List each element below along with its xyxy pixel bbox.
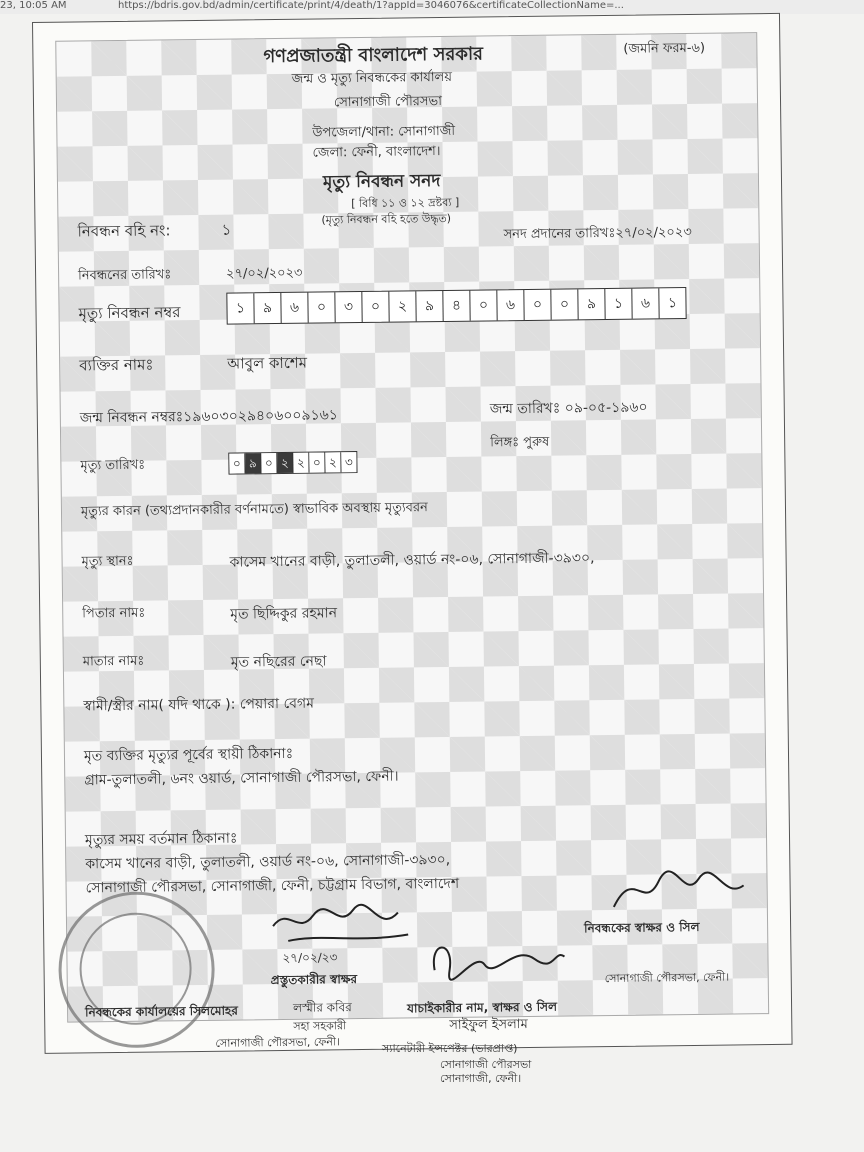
death-reg-digit: ৩ [335,292,362,322]
death-date-digit: ০ [229,453,245,473]
gender: লিঙ্গঃ পুরুষ [490,434,550,451]
mother-label: মাতার নামঃ [82,653,145,670]
death-reg-digit: ০ [362,292,389,322]
spouse-name: স্বামী/স্ত্রীর নাম( যদি থাকে ): পেয়ারা বেগম [83,695,315,715]
browser-header [0,0,864,14]
cause-of-death: মৃত্যুর কারন (তথ্যপ্রদানকারীর বর্ণনামতে) স্বাভাবিক অবস্থায় মৃত্যুবরন [80,500,428,520]
book-no-label: নিবন্ধন বহি নং: [77,221,171,241]
death-reg-digit: ৬ [632,288,659,318]
preparer-sign-label: প্রস্তুতকারীর স্বাক্ষর [270,972,358,988]
certificate-sheet [32,13,793,1054]
current-address-line2: সোনাগাজী পৌরসভা, সোনাগাজী, ফেনী, চট্টগ্রাম বিভাগ, বাংলাদেশ [85,875,460,897]
sig-date: ২৭/০২/২৩ [282,950,338,966]
death-reg-digit: ৬ [497,290,524,320]
office-name: জন্ম ও মৃত্যু নিবন্ধকের কার্যালয় [291,69,453,87]
death-reg-digit: ০ [470,290,497,320]
death-date-digit: ২ [277,453,293,473]
name-label: ব্যক্তির নামঃ [79,355,154,375]
death-reg-digit: ৬ [281,293,308,323]
death-date-boxes [228,451,357,475]
issue-date: সনদ প্রদানের তারিখঃ২৭/০২/২০২৩ [503,224,692,243]
death-date-digit: ২ [293,453,309,473]
death-date-digit: ০ [309,452,325,472]
place-of-death: কাসেম খানের বাড়ী, তুলাতলী, ওয়ার্ড নং-০৬, সোনাগাজী-৩৯৩০, [229,550,595,571]
death-reg-digit: ০ [308,292,335,322]
perm-address: গ্রাম-তুলাতলী, ৬নং ওয়ার্ড, সোনাগাজী পৌরসভা, ফেনী। [84,768,399,789]
death-date-digit: ০ [261,453,277,473]
source-note: (মৃত্যু নিবন্ধন বহি হতে উদ্ধৃত) [321,211,452,227]
current-address-line1: কাসেম খানের বাড়ী, তুলাতলী, ওয়ার্ড নং-০৬, সোনাগাজী-৩৯৩০, [85,851,451,873]
death-reg-digit: ৯ [578,289,605,319]
father-name: মৃত ছিদ্দিকুর রহমান [230,605,338,623]
death-reg-no-label: মৃত্যু নিবন্ধন নম্বর [78,303,181,323]
office-seal [58,891,216,1049]
death-reg-digit: ৪ [443,291,470,321]
verifier-name: সাইফুল ইসলাম [449,1017,528,1033]
stamp-office: সোনাগাজী পৌরসভা, ফেনী। [215,1035,341,1050]
verifier-role: স্যানেটারী ইন্সপেক্টর (ভারপ্রাপ্ত) [382,1042,518,1055]
verifier-place: সোনাগাজী, ফেনী। [440,1072,522,1085]
registrar-seal-label: নিবন্ধকের কার্যালয়ের সিলমোহর [85,1003,239,1020]
death-date-label: মৃত্যু তারিখঃ [80,457,146,474]
reg-date: ২৭/০২/২০২৩ [226,265,303,282]
perm-address-label: মৃত ব্যক্তির মৃত্যুর পূর্বের স্থায়ী ঠিকানাঃ [83,745,294,765]
death-reg-digit: ১ [605,289,632,319]
death-reg-digit: ৯ [416,291,443,321]
registrar-sign-label: নিবন্ধকের স্বাক্ষর ও সিল [584,919,700,936]
govt-title: গণপ্রজাতন্ত্রী বাংলাদেশ সরকার [263,43,484,68]
place-label: মৃত্যু স্থানঃ [81,553,134,570]
preparer-signature [268,894,429,956]
verifier-label: যাচাইকারীর নাম, স্বাক্ষর ও সিল [406,999,558,1016]
verifier-office: সোনাগাজী পৌরসভা [440,1058,532,1071]
death-reg-digit: ৯ [254,293,281,323]
rule-reference: [ বিধি ১১ ও ১২ দ্রষ্টব্য ] [351,195,460,211]
print-time: 23, 10:05 AM [0,0,67,11]
stamp-role: সহা সহকারী [293,1019,347,1033]
death-reg-number-boxes [226,287,686,325]
form-number: (জমনি ফরম-৬) [623,40,706,57]
municipality: সোনাগাজী পৌরসভা [333,93,443,111]
upazila: উপজেলা/থানা: সোনাগাজী [312,123,456,141]
death-reg-digit: ১ [227,293,254,323]
print-url: https://bdris.gov.bd/admin/certificate/print/4/death/1?appId=3046076&certificateCollectionName=... [118,0,624,11]
deceased-name: আবুল কাশেম [227,353,308,373]
mayor-office: সোনাগাজী পৌরসভা, ফেনী। [604,970,730,986]
district: জেলা: ফেনী, বাংলাদেশ। [312,144,441,161]
reg-date-label: নিবন্ধনের তারিখঃ [78,267,172,284]
stamp-name: লস্মীর কবির [292,1000,352,1015]
death-reg-digit: ০ [551,289,578,319]
death-reg-digit: ২ [389,291,416,321]
registrar-signature [603,860,754,922]
father-label: পিতার নামঃ [82,605,146,622]
death-reg-digit: ১ [667,295,678,312]
mother-name: মৃত নছিরের নেছা [230,653,327,671]
birth-reg-number: জন্ম নিবন্ধন নম্বরঃ১৯৬০৩০২৯৪০৬০০৯১৬১ [79,407,338,427]
death-date-digit: ৩ [341,452,356,472]
verifier-signature [424,918,575,990]
death-date-digit: ২ [325,452,341,472]
book-no: ১ [221,220,232,239]
current-address-label: মৃত্যুর সময় বর্তমান ঠিকানাঃ [84,830,238,849]
death-date-digit: ৯ [245,453,261,473]
birth-date: জন্ম তারিখঃ ০৯-০৫-১৯৬০ [489,399,648,418]
certificate-title: মৃত্যু নিবন্ধন সনদ [322,171,441,193]
death-reg-digit: ০ [524,290,551,320]
